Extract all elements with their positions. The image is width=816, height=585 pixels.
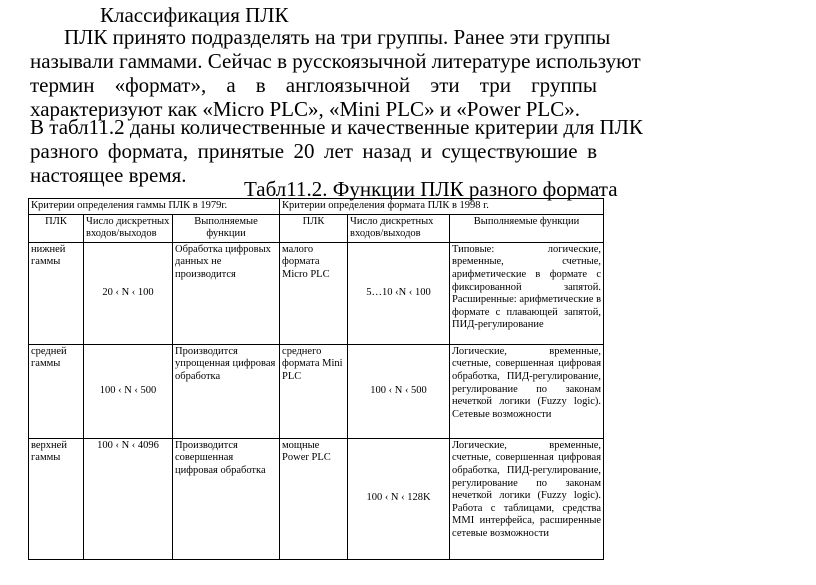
paragraph-line: В табл11.2 даны количественные и качественные критерии для ПЛК <box>30 115 643 139</box>
paragraph-line: характеризуют как «Micro PLC», «Mini PLC» и «Power PLC». <box>30 97 580 121</box>
paragraph-line: ПЛК принято подразделять на три группы. Ранее эти группы <box>64 25 611 49</box>
cell-io-new: 100 ‹ N ‹ 500 <box>348 344 450 438</box>
table-column-header-row <box>29 214 604 242</box>
paragraph-line: разного формата, принятые 20 лет назад и существуюшие в <box>30 139 597 163</box>
group-header-1979: Критерии определения гаммы ПЛК в 1979г. <box>29 199 280 215</box>
cell-io-new: 5…10 ‹N ‹ 100 <box>348 242 450 344</box>
cell-io-old: 100 ‹ N ‹ 500 <box>84 344 173 438</box>
cell-plc-old: нижней гаммы <box>29 242 84 344</box>
column-header-func-old: Выполняемые функции <box>173 214 280 242</box>
cell-io-old: 100 ‹ N ‹ 4096 <box>84 438 173 559</box>
cell-func-new: Логические, временные, счетные, совершенная цифровая обработка, ПИД-регулирование, регулирование по законам нечеткой логики (Fuzzy logic). Работа с таблицами, средства MMI интерфейса, расширенные сетевые возможности <box>450 438 604 559</box>
table-caption: Табл11.2. Функции ПЛК разного формата <box>244 177 618 201</box>
table-group-header-row <box>29 199 604 215</box>
cell-plc-old: средней гаммы <box>29 344 84 438</box>
paragraph-line: термин «формат», а в англоязычной эти три группы <box>30 73 597 97</box>
column-header-plc-new: ПЛК <box>280 214 348 242</box>
cell-plc-new: малого формата Micro PLC <box>280 242 348 344</box>
criteria-table <box>28 198 604 560</box>
table-row <box>29 242 604 344</box>
table-row <box>29 438 604 559</box>
cell-func-old: Производится упрощенная цифровая обработка <box>173 344 280 438</box>
cell-func-old: Обработка цифровых данных не производится <box>173 242 280 344</box>
column-header-io-old: Число дискретных входов/выходов <box>84 214 173 242</box>
paragraph-line: называли гаммами. Сейчас в русскоязычной литературе используют <box>30 49 641 73</box>
cell-plc-old: верхней гаммы <box>29 438 84 559</box>
cell-func-new: Логические, временные, счетные, совершенная цифровая обработка, ПИД-регулирование, регулирование по законам нечеткой логики (Fuzzy logic). Сетевые возможности <box>450 344 604 438</box>
heading: Классификация ПЛК <box>100 3 289 27</box>
paragraph-intro <box>30 25 641 121</box>
cell-func-old: Производится совершенная цифровая обработка <box>173 438 280 559</box>
cell-io-new: 100 ‹ N ‹ 128K <box>348 438 450 559</box>
cell-io-old: 20 ‹ N ‹ 100 <box>84 242 173 344</box>
cell-plc-new: мощные Power PLC <box>280 438 348 559</box>
paragraph-line: настоящее время. <box>30 163 187 187</box>
group-header-1998: Критерии определения формата ПЛК в 1998 г. <box>280 199 604 215</box>
cell-plc-new: среднего формата Mini PLC <box>280 344 348 438</box>
column-header-plc-old: ПЛК <box>29 214 84 242</box>
table-row <box>29 344 604 438</box>
cell-func-new: Типовые: логические, временные, счетные, арифметические в формате с фиксированной запятой. Расширенные: арифметические в формате с плавающей запятой, ПИД-регулирование <box>450 242 604 344</box>
column-header-io-new: Число дискретных входов/выходов <box>348 214 450 242</box>
column-header-func-new: Выполняемые функции <box>450 214 604 242</box>
